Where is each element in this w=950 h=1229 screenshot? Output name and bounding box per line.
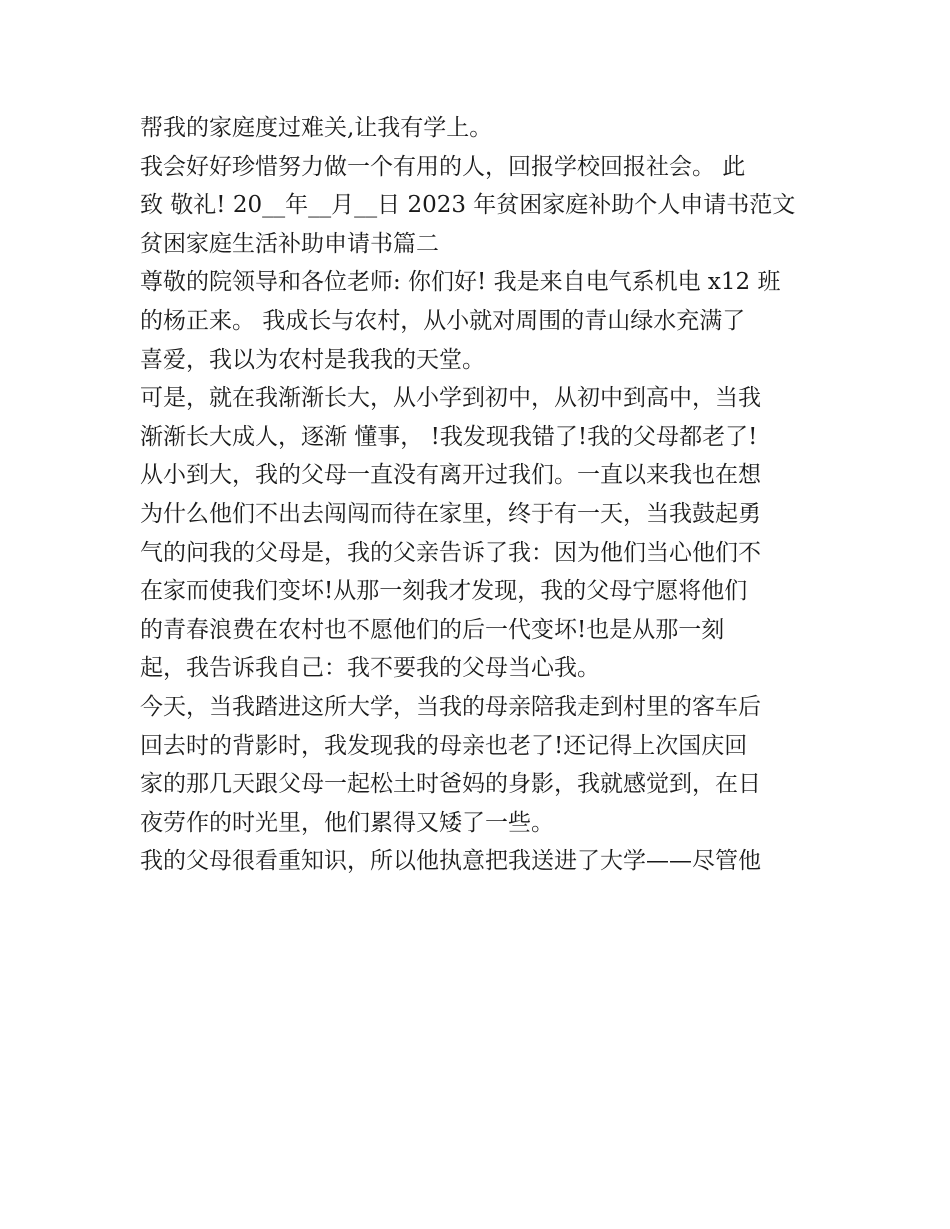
text-line: 喜爱，我以为农村是我我的天堂。: [140, 346, 485, 373]
text-line: 在家而使我们变坏!从那一刻我才发现，我的父母宁愿将他们: [140, 578, 748, 605]
text-line: 致 敬礼! 20__年__月__日 2023 年贫困家庭补助个人申请书范文: [140, 192, 796, 219]
text-line: 可是，就在我渐渐长大，从小学到初中，从初中到高中，当我: [140, 385, 761, 412]
text-line: 帮我的家庭度过难关,让我有学上。: [140, 115, 493, 141]
text-line: 尊敬的院领导和各位老师: 你们好! 我是来自电气系机电 x12 班: [140, 269, 781, 296]
text-line: 我会好好珍惜努力做一个有用的人，回报学校回报社会。 此: [140, 153, 746, 180]
text-line: 我的父母很看重知识，所以他执意把我送进了大学——尽管他: [140, 848, 761, 875]
text-line: 家的那几天跟父母一起松土时爸妈的身影，我就感觉到，在日: [140, 771, 761, 798]
text-line: 夜劳作的时光里，他们累得又矮了一些。: [140, 809, 554, 836]
text-line: 渐渐长大成人，逐渐 懂事， !我发现我错了!我的父母都老了!: [140, 423, 758, 450]
text-line: 从小到大，我的父母一直没有离开过我们。一直以来我也在想: [140, 462, 761, 489]
text-line: 气的问我的父母是，我的父亲告诉了我：因为他们当心他们不: [140, 539, 761, 566]
text-line: 的杨正来。 我成长与农村，从小就对周围的青山绿水充满了: [140, 307, 746, 334]
document-body: [140, 109, 820, 881]
text-line: 回去时的背影时，我发现我的母亲也老了!还记得上次国庆回: [140, 732, 748, 759]
text-line: 为什么他们不出去闯闯而待在家里，终于有一天，当我鼓起勇: [140, 500, 761, 527]
text-line: 今天，当我踏进这所大学，当我的母亲陪我走到村里的客车后: [140, 693, 761, 720]
text-line: 的青春浪费在农村也不愿他们的后一代变坏!也是从那一刻: [140, 616, 725, 643]
section-heading: 贫困家庭生活补助申请书篇二: [140, 230, 439, 257]
text-line: 起，我告诉我自己：我不要我的父母当心我。: [140, 655, 600, 682]
